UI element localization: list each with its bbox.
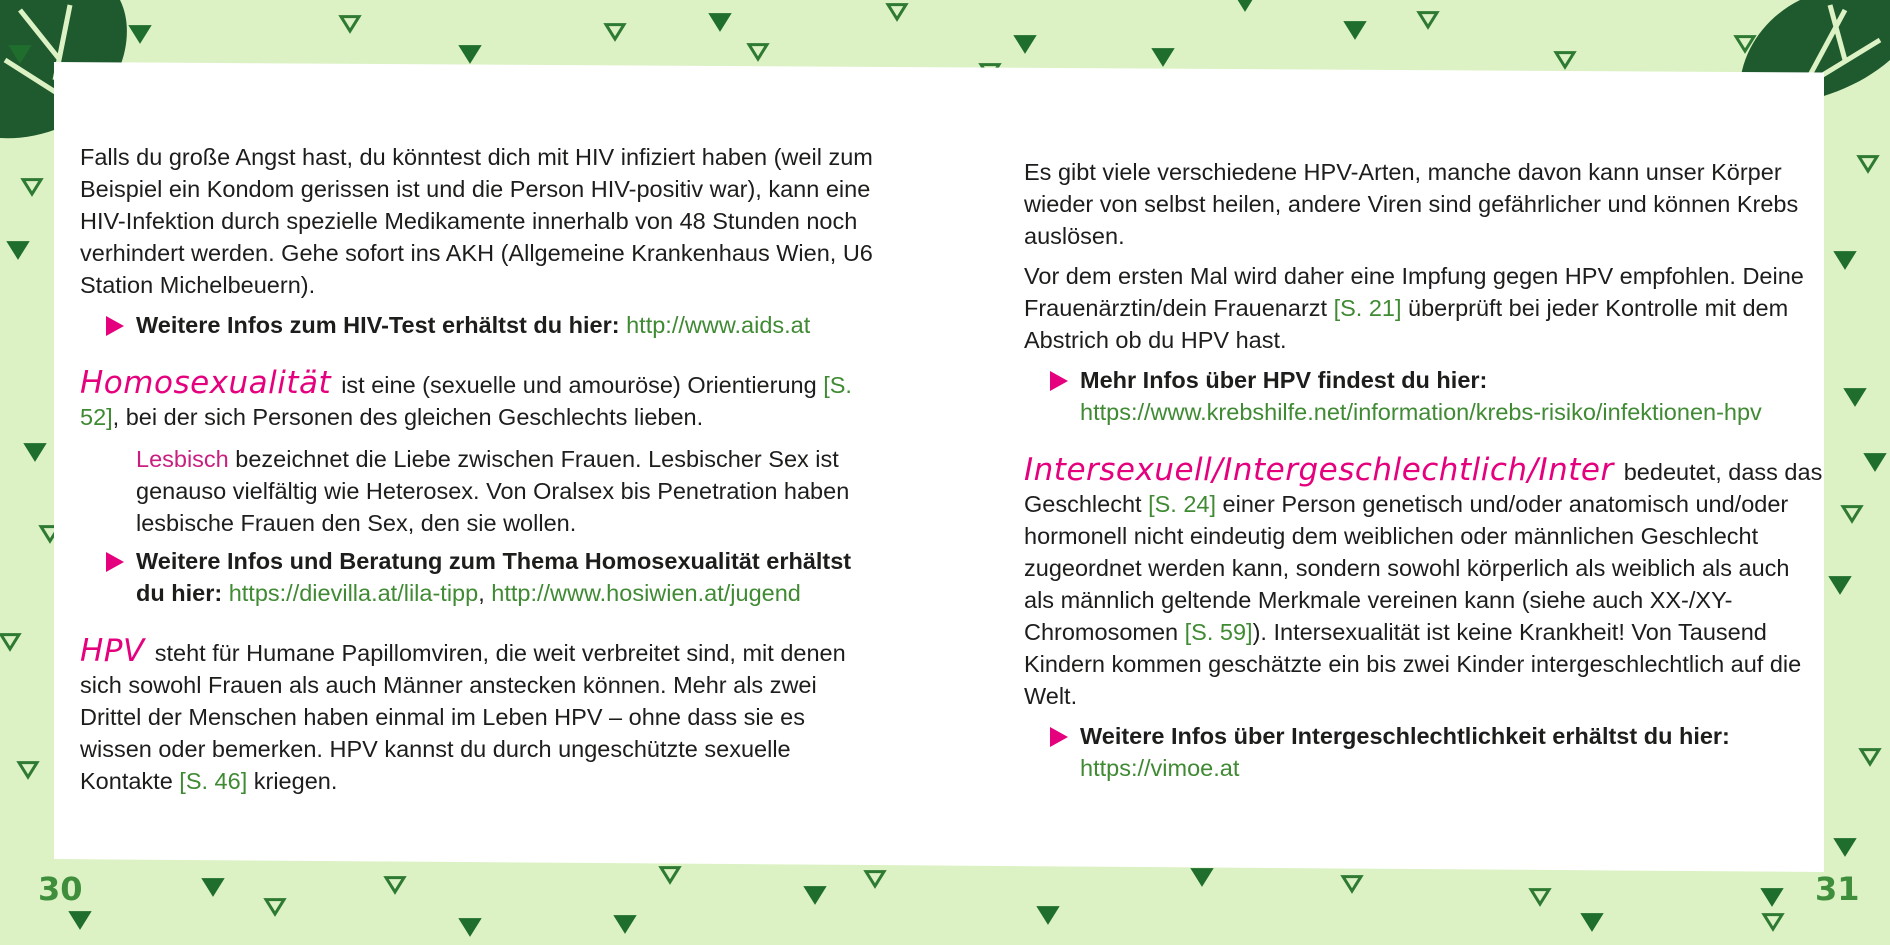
triangle-icon: [1836, 253, 1854, 267]
hiv-paragraph: Falls du große Angst hast, du könntest dich mit HIV infiziert haben (weil zum Beispiel ein Kondom gerissen ist und die Person HIV-positiv war), kann eine HIV-Infektion durch spezielle Medikamente innerhalb von 48 Stunden noch verhindert werden. Gehe sofort ins AKH (Allgemeine Krankenhaus Wien, U6 Station Michelbeuern).: [80, 144, 873, 298]
inter-text: bedeutet, dass das Geschlecht: [1024, 459, 1823, 517]
homo-info-line: [80, 545, 880, 609]
arrow-right-icon: [106, 316, 124, 336]
aids-link[interactable]: http://www.aids.at: [626, 312, 811, 338]
intersexuell-paragraph: [1024, 454, 1824, 712]
inter-text-2: einer Person genetisch und/oder anatomisch und/oder hormonell nicht eindeutig dem weiblichen oder männlichen Geschlecht zugeordnet werden kann, sondern sowohl körperlich als weiblich als auch als männlich geltende Merkmale vereinen kann (siehe auch XX-/XY-Chromosomen: [1024, 491, 1790, 645]
lesbisch-paragraph: [80, 443, 880, 539]
triangle-icon: [1831, 578, 1849, 592]
triangle-icon: [749, 45, 767, 59]
triangle-icon: [1859, 157, 1877, 171]
dievilla-link[interactable]: https://dievilla.at/lila-tipp: [228, 580, 479, 606]
triangle-icon: [1236, 0, 1254, 9]
vimoe-link[interactable]: https://vimoe.at: [1080, 755, 1240, 781]
triangle-icon: [1419, 13, 1437, 27]
triangle-icon: [1193, 870, 1211, 884]
triangle-icon: [1343, 877, 1361, 891]
triangle-icon: [1763, 890, 1781, 904]
triangle-icon: [1861, 750, 1879, 764]
inter-info-label: Weitere Infos über Intergeschlechtlichkeit erhältst du hier:: [1080, 723, 1730, 749]
hosiwien-link[interactable]: http://www.hosiwien.at/jugend: [491, 580, 801, 606]
triangle-icon: [1556, 53, 1574, 67]
triangle-icon: [71, 913, 89, 927]
ref-s52[interactable]: [S. 52]: [80, 372, 852, 430]
ref-s46[interactable]: [S. 46]: [179, 768, 248, 794]
triangle-icon: [266, 900, 284, 914]
ref-s21[interactable]: [S. 21]: [1333, 295, 1402, 321]
homosexualitaet-paragraph: [80, 367, 880, 433]
triangle-icon: [131, 27, 149, 41]
triangle-icon: [616, 917, 634, 931]
triangle-icon: [204, 880, 222, 894]
krebshilfe-link[interactable]: https://www.krebshilfe.net/information/krebs-risiko/infektionen-hpv: [1080, 399, 1762, 425]
hpv-info-line: [1024, 364, 1824, 428]
triangle-icon: [1846, 390, 1864, 404]
triangle-icon: [23, 180, 41, 194]
triangle-icon: [26, 445, 44, 459]
triangle-icon: [806, 888, 824, 902]
triangle-icon: [1764, 915, 1782, 929]
triangle-icon: [19, 763, 37, 777]
hpv-text: steht für Humane Papillomviren, die weit verbreitet sind, mit denen sich sowohl Frauen als auch Männer anstecken können. Mehr als zwei Drittel der Menschen haben einmal im Leben HPV – ohne dass sie es wissen oder bemerken. HPV kannst du durch ungeschützte sexuelle Kontakte: [80, 640, 846, 794]
hpv-types-paragraph: Es gibt viele verschiedene HPV-Arten, manche davon kann unser Körper wieder von selbst heilen, andere Viren sind gefährlicher und können Krebs auslösen.: [1024, 159, 1799, 249]
homosexualitaet-term: Homosexualität: [80, 365, 332, 401]
lesbisch-text: bezeichnet die Liebe zwischen Frauen. Lesbischer Sex ist genauso vielfältig wie Heterosex. Von Oralsex bis Penetration haben lesbische Frauen den Sex, den sie wollen.: [136, 446, 850, 536]
triangle-icon: [1, 635, 19, 649]
triangle-icon: [866, 872, 884, 886]
triangle-icon: [341, 17, 359, 31]
triangle-icon: [461, 920, 479, 934]
inter-text-3: ). Intersexualität ist keine Krankheit! Von Tausend Kindern kommen geschätzte ein bis zwei Kinder intergeschlechtlich auf die Welt.: [1024, 619, 1802, 709]
triangle-icon: [711, 15, 729, 29]
lesbisch-term: Lesbisch: [136, 446, 229, 472]
hiv-info-label: Weitere Infos zum HIV-Test erhältst du hier:: [136, 312, 620, 338]
page-number-left: 30: [38, 870, 83, 908]
triangle-icon: [1843, 507, 1861, 521]
hpv-vaccination-paragraph: [1024, 260, 1824, 356]
link-separator: ,: [478, 580, 492, 606]
hpv-term: HPV: [80, 633, 145, 669]
homo-text-end: , bei der sich Personen des gleichen Geschlechts lieben.: [112, 404, 704, 430]
hpv-vacc-text: Vor dem ersten Mal wird daher eine Impfung gegen HPV empfohlen. Deine Frauenärztin/dein Frauenarzt: [1024, 263, 1804, 321]
hpv-text-end: kriegen.: [247, 768, 338, 794]
triangle-icon: [9, 243, 27, 257]
hiv-info-line: [80, 309, 880, 341]
triangle-icon: [1016, 37, 1034, 51]
triangle-icon: [1346, 23, 1364, 37]
arrow-right-icon: [1050, 371, 1068, 391]
triangle-icon: [386, 878, 404, 892]
homo-info-label: Weitere Infos und Beratung zum Thema Homosexualität erhältst du hier:: [136, 548, 852, 606]
triangle-icon: [461, 47, 479, 61]
inter-info-line: [1024, 720, 1824, 784]
page-number-right: 31: [1815, 870, 1860, 908]
hpv-vacc-text-end: überprüft bei jeder Kontrolle mit dem Abstrich ob du HPV hast.: [1024, 295, 1789, 353]
triangle-icon: [1866, 455, 1884, 469]
hpv-info-label: Mehr Infos über HPV findest du hier:: [1080, 367, 1488, 393]
triangle-icon: [1531, 890, 1549, 904]
triangle-icon: [661, 868, 679, 882]
triangle-icon: [1154, 50, 1172, 64]
triangle-icon: [1836, 840, 1854, 854]
triangle-icon: [888, 5, 906, 19]
hpv-paragraph: [80, 635, 880, 797]
left-column: [80, 141, 880, 797]
triangle-icon: [606, 25, 624, 39]
ref-s59[interactable]: [S. 59]: [1184, 619, 1253, 645]
intersexuell-term: Intersexuell/Intergeschlechtlich/Inter: [1024, 452, 1614, 488]
arrow-right-icon: [106, 552, 124, 572]
ref-s24[interactable]: [S. 24]: [1148, 491, 1217, 517]
right-column: [1024, 156, 1824, 784]
arrow-right-icon: [1050, 727, 1068, 747]
triangle-icon: [1039, 908, 1057, 922]
triangle-icon: [1583, 915, 1601, 929]
homo-text: ist eine (sexuelle und amouröse) Orientierung: [341, 372, 817, 398]
